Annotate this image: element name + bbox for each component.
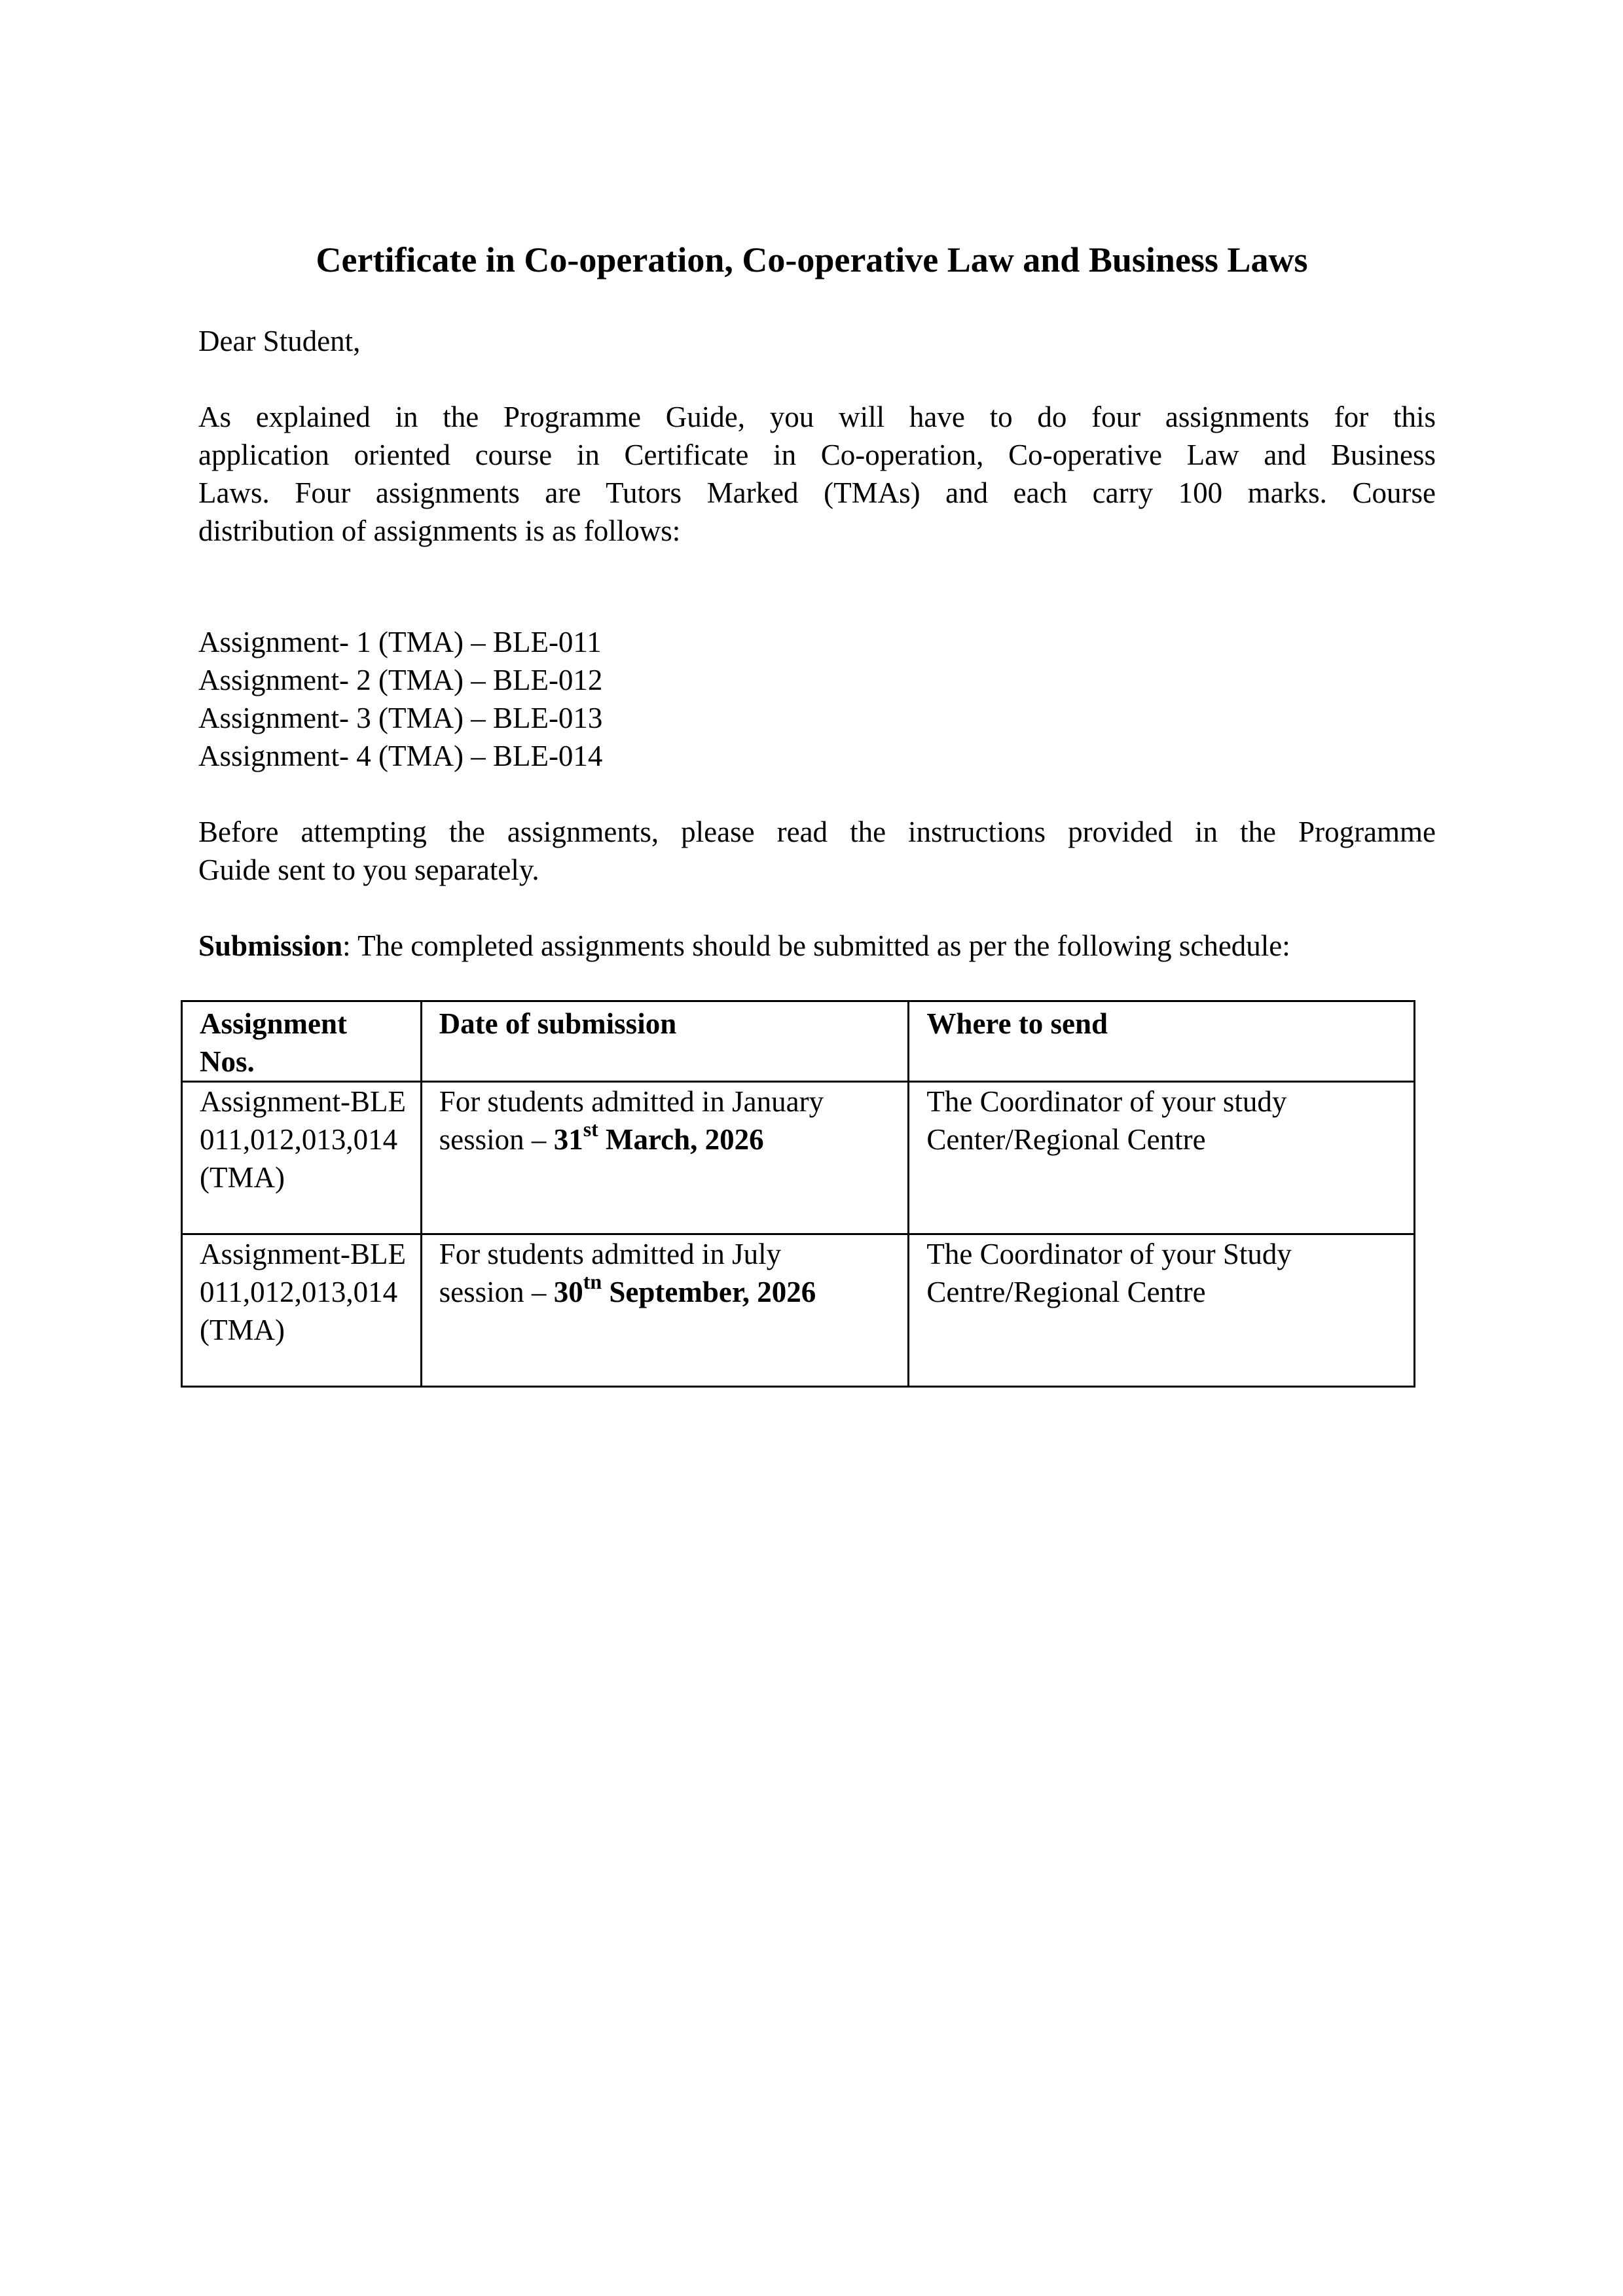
instructions-line: Guide sent to you separately. (198, 853, 539, 886)
submission-text: : The completed assignments should be submitted as per the following schedule: (342, 929, 1290, 962)
date-month-year: September, 2026 (602, 1276, 816, 1308)
salutation: Dear Student, (198, 325, 361, 357)
instructions-line: Before attempting the assignments, please read the instructions provided in the Programme (198, 816, 1436, 848)
cell-line: Centre/Regional Centre (926, 1276, 1206, 1308)
cell-line (439, 1270, 903, 1311)
cell-line: Assignment-BLE (200, 1238, 406, 1270)
date-prefix: session – (439, 1123, 554, 1156)
assignment-list (198, 623, 602, 775)
cell-line: Assignment-BLE (200, 1085, 406, 1118)
date-day: 30 (553, 1276, 583, 1308)
date-ordinal: st (583, 1117, 598, 1141)
cell-line: For students admitted in July (439, 1238, 782, 1270)
header-assignment-nos (182, 1001, 422, 1082)
cell-date-of-submission (421, 1082, 909, 1234)
header-label: Nos. (200, 1045, 255, 1078)
cell-line: For students admitted in January (439, 1085, 824, 1118)
intro-line: As explained in the Programme Guide, you will have to do four assignments for this (198, 401, 1436, 433)
cell-line: 011,012,013,014 (200, 1123, 398, 1156)
date-day: 31 (553, 1123, 583, 1156)
table-header-row (182, 1001, 1415, 1082)
header-date-of-submission: Date of submission (421, 1001, 909, 1082)
intro-line: Laws. Four assignments are Tutors Marked (TMAs) and each carry 100 marks. Course (198, 476, 1436, 509)
cell-line: (TMA) (200, 1314, 285, 1346)
instructions-paragraph (198, 813, 1436, 889)
list-item: Assignment- 4 (TMA) – BLE-014 (198, 740, 603, 772)
date-month-year: March, 2026 (598, 1123, 764, 1156)
date-prefix: session – (439, 1276, 554, 1308)
submission-paragraph (198, 927, 1442, 965)
cell-assignment-nos (182, 1234, 422, 1387)
cell-where-to-send (909, 1082, 1415, 1234)
cell-line: The Coordinator of your Study (926, 1238, 1292, 1270)
cell-assignment-nos (182, 1082, 422, 1234)
intro-line: distribution of assignments is as follows: (198, 514, 681, 547)
list-item: Assignment- 1 (TMA) – BLE-011 (198, 626, 602, 658)
cell-date-of-submission (421, 1234, 909, 1387)
submission-label: Submission (198, 929, 343, 962)
submission-schedule-table (181, 1000, 1415, 1388)
cell-line (439, 1117, 903, 1158)
header-label: Assignment (200, 1007, 348, 1040)
list-item: Assignment- 2 (TMA) – BLE-012 (198, 664, 603, 696)
cell-line: 011,012,013,014 (200, 1276, 398, 1308)
header-where-to-send: Where to send (909, 1001, 1415, 1082)
list-item: Assignment- 3 (TMA) – BLE-013 (198, 702, 603, 734)
document-title: Certificate in Co-operation, Co-operative Law and Business Laws (316, 240, 1308, 279)
table-row (182, 1082, 1415, 1234)
intro-paragraph (198, 398, 1436, 550)
table-row (182, 1234, 1415, 1387)
cell-line: (TMA) (200, 1161, 285, 1194)
cell-line: The Coordinator of your study (926, 1085, 1287, 1118)
cell-where-to-send (909, 1234, 1415, 1387)
cell-line: Center/Regional Centre (926, 1123, 1206, 1156)
date-ordinal: tn (583, 1270, 602, 1293)
intro-line: application oriented course in Certificate in Co-operation, Co-operative Law and Business (198, 439, 1436, 471)
